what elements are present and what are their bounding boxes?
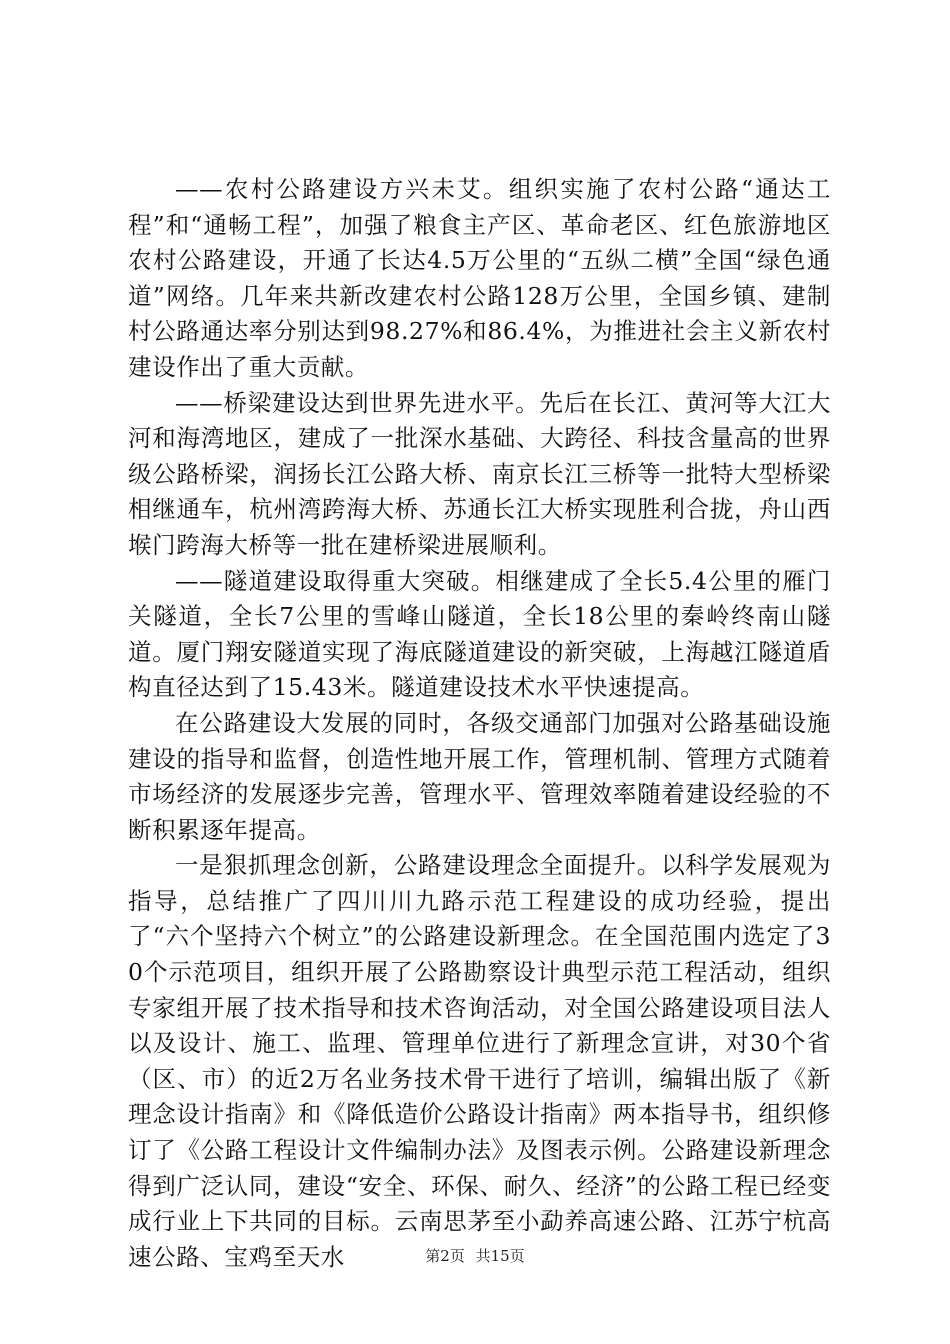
- page-footer: [0, 1246, 950, 1266]
- page-total: 共15页: [475, 1247, 525, 1265]
- paragraph-tunnels: ——隧道建设取得重大突破。相继建成了全长5.4公里的雁门关隧道，全长7公里的雪峰山隧道，全长18公里的秦岭终南山隧道。厦门翔安隧道实现了海底隧道建设的新突破，上海越江隧道盾构直径达到了15.43米。隧道建设技术水平快速提高。: [128, 566, 831, 702]
- paragraph-bridges: ——桥梁建设达到世界先进水平。先后在长江、黄河等大江大河和海湾地区，建成了一批深水基础、大跨径、科技含量高的世界级公路桥梁，润扬长江公路大桥、南京长江三桥等一批特大型桥梁相继通车，杭州湾跨海大桥、苏通长江大桥实现胜利合拢，舟山西堠门跨海大桥等一批在建桥梁进展顺利。: [128, 388, 831, 559]
- paragraph-concept-innovation: 一是狠抓理念创新，公路建设理念全面提升。以科学发展观为指导，总结推广了四川川九路示范工程建设的成功经验，提出了“六个坚持六个树立”的公路建设新理念。在全国范围内选定了30个示范项目，组织开展了公路勘察设计典型示范工程活动，组织专家组开展了技术指导和技术咨询活动，对全国公路建设项目法人以及设计、施工、监理、管理单位进行了新理念宣讲，对30个省（区、市）的近2万名业务技术骨干进行了培训，编辑出版了《新理念设计指南》和《降低造价公路设计指南》两本指导书，组织修订了《公路工程设计文件编制办法》及图表示例。公路建设新理念得到广泛认同，建设“安全、环保、耐久、经济”的公路工程已经变成行业上下共同的目标。云南思茅至小勐养高速公路、江苏宁杭高速公路、宝鸡至天水: [128, 851, 831, 1271]
- paragraph-management: 在公路建设大发展的同时，各级交通部门加强对公路基础设施建设的指导和监督，创造性地开展工作，管理机制、管理方式随着市场经济的发展逐步完善，管理水平、管理效率随着建设经验的不断积累逐年提高。: [128, 708, 831, 844]
- page-number: 第2页: [425, 1247, 465, 1265]
- document-body: [128, 172, 831, 1275]
- paragraph-rural-roads: ——农村公路建设方兴未艾。组织实施了农村公路“通达工程”和“通畅工程”，加强了粮食主产区、革命老区、红色旅游地区农村公路建设，开通了长达4.5万公里的“五纵二横”全国“绿色通道”网络。几年来共新改建农村公路128万公里，全国乡镇、建制村公路通达率分别达到98.27%和86.4%，为推进社会主义新农村建设作出了重大贡献。: [128, 175, 831, 381]
